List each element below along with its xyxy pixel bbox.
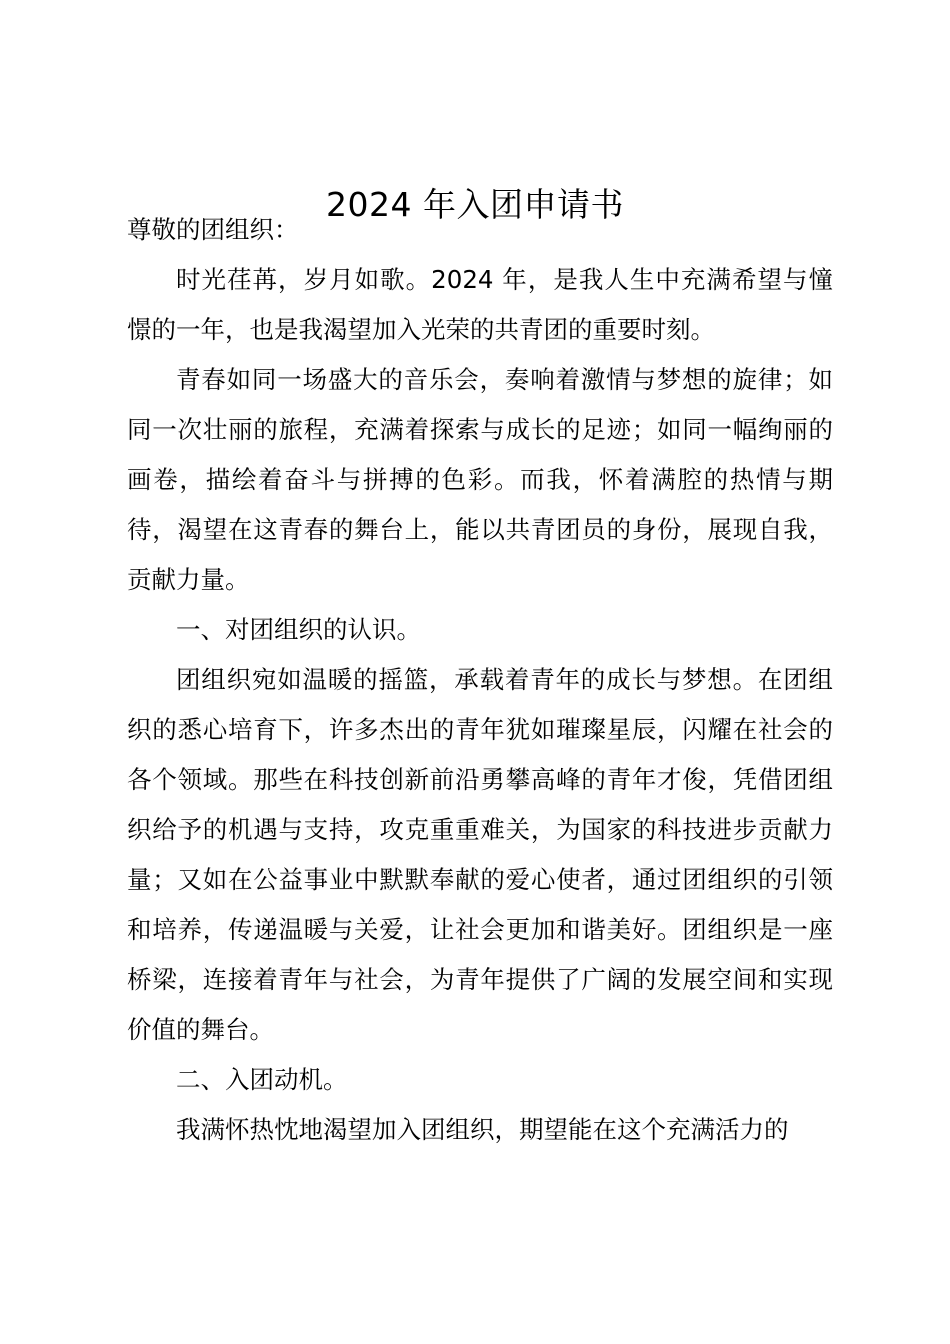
paragraph-motivation: 我满怀热忱地渴望加入团组织，期望能在这个充满活力的 xyxy=(176,1115,789,1144)
paragraph-understanding: 团组织宛如温暖的摇篮，承载着青年的成长与梦想。在团组织的悉心培育下，许多杰出的青年犹如璀璨星辰，闪耀在社会的各个领域。那些在科技创新前沿勇攀高峰的青年才俊，凭借团组织给予的机遇与支持，攻克重重难关，为国家的科技进步贡献力量；又如在公益事业中默默奉献的爱心使者，通过团组织的引领和培养，传递温暖与关爱，让社会更加和谐美好。团组织是一座桥梁，连接着青年与社会，为青年提供了广阔的发展空间和实现价值的舞台。 xyxy=(127,665,833,1044)
section-heading-understanding: 一、对团组织的认识。 xyxy=(176,615,421,644)
document-title: 2024 年入团申请书 xyxy=(326,185,624,224)
paragraph-intro: 时光荏苒，岁月如歌。2024 年，是我人生中充满希望与憧憬的一年，也是我渴望加入光荣的共青团的重要时刻。 xyxy=(127,265,833,344)
document-body xyxy=(127,205,833,1155)
paragraph-youth: 青春如同一场盛大的音乐会，奏响着激情与梦想的旋律；如同一次壮丽的旅程，充满着探索与成长的足迹；如同一幅绚丽的画卷，描绘着奋斗与拼搏的色彩。而我，怀着满腔的热情与期待，渴望在这青春的舞台上，能以共青团员的身份，展现自我，贡献力量。 xyxy=(127,365,833,594)
salutation: 尊敬的团组织： xyxy=(127,215,299,244)
section-heading-motivation: 二、入团动机。 xyxy=(176,1065,348,1094)
